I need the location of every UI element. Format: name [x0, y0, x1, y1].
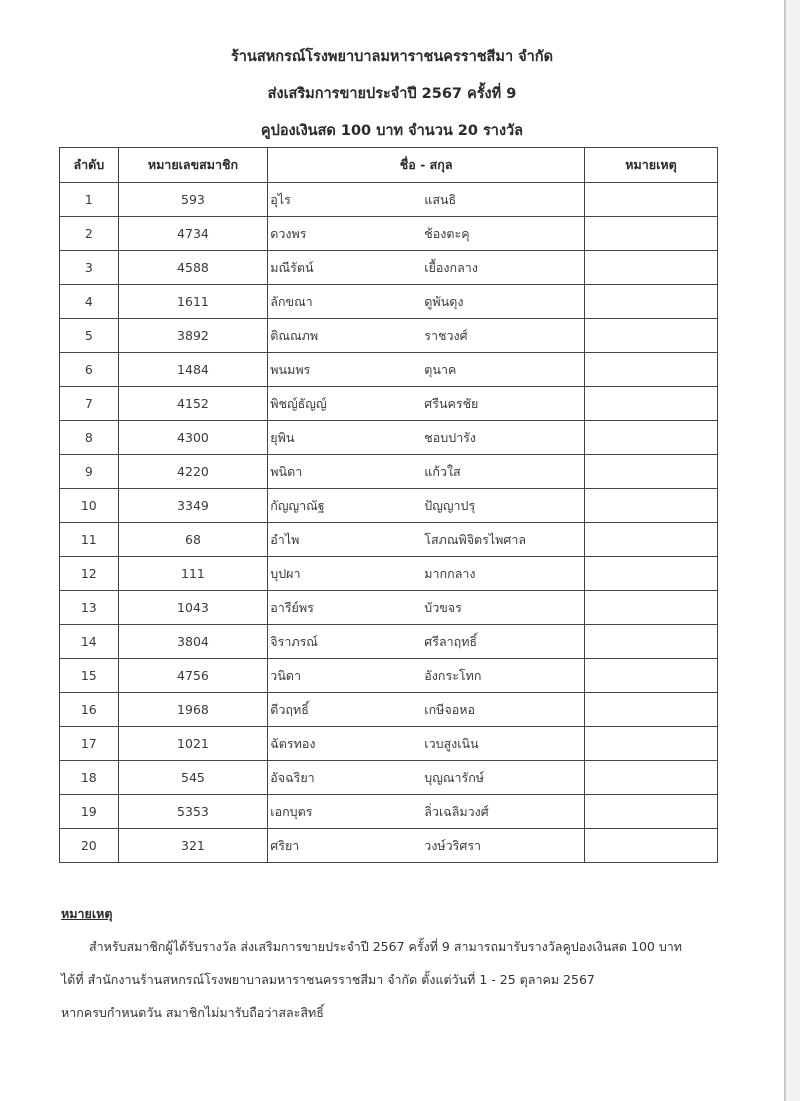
remarks-line: หากครบกำหนดวัน สมาชิกไม่มารับถือว่าสละสิทธิ์: [61, 1005, 324, 1020]
cell-member-number: 3349: [118, 489, 268, 523]
cell-member-number: 4220: [118, 455, 268, 489]
cell-remarks: [585, 183, 718, 217]
cell-member-number: 68: [118, 523, 268, 557]
last-name: มากกลาง: [424, 565, 476, 581]
cell-order: 13: [60, 591, 119, 625]
last-name: ราชวงศ์: [424, 327, 468, 343]
cell-full-name: [268, 829, 585, 863]
cell-remarks: [585, 625, 718, 659]
first-name: วนิดา: [270, 667, 301, 683]
cell-full-name: [268, 557, 585, 591]
remarks-line: ได้ที่ สำนักงานร้านสหกรณ์โรงพยาบาลมหาราชนครราชสีมา จำกัด ตั้งแต่วันที่ 1 - 25 ตุลาคม 2567: [61, 972, 595, 987]
first-name: ลักขณา: [270, 293, 313, 309]
cell-order: 8: [60, 421, 119, 455]
winners-table: [59, 147, 718, 863]
cell-member-number: 4300: [118, 421, 268, 455]
cell-remarks: [585, 727, 718, 761]
first-name: อารีย์พร: [270, 599, 314, 615]
cell-full-name: [268, 761, 585, 795]
cell-member-number: 1043: [118, 591, 268, 625]
last-name: บัวขจร: [424, 599, 462, 615]
cell-member-number: 4152: [118, 387, 268, 421]
cell-order: 4: [60, 285, 119, 319]
last-name: แก้วใส: [424, 463, 461, 479]
last-name: ปัญญาปรุ: [424, 497, 476, 513]
table-row: [60, 489, 718, 523]
cell-remarks: [585, 489, 718, 523]
cell-remarks: [585, 387, 718, 421]
last-name: เวบสูงเนิน: [424, 735, 479, 751]
cell-order: 20: [60, 829, 119, 863]
column-header-member-number: หมายเลขสมาชิก: [118, 148, 268, 183]
table-row: [60, 183, 718, 217]
cell-order: 7: [60, 387, 119, 421]
table-row: [60, 727, 718, 761]
table-row: [60, 625, 718, 659]
table-body: [60, 183, 718, 863]
cell-full-name: [268, 455, 585, 489]
column-header-remarks: หมายเหตุ: [585, 148, 718, 183]
table-row: [60, 761, 718, 795]
table-row: [60, 387, 718, 421]
last-name: เกษีจอหอ: [424, 701, 475, 717]
cell-member-number: 1968: [118, 693, 268, 727]
first-name: ดวงพร: [270, 225, 307, 241]
cell-remarks: [585, 421, 718, 455]
last-name: วงษ์วริศรา: [424, 837, 482, 853]
cell-full-name: [268, 659, 585, 693]
cell-full-name: [268, 523, 585, 557]
document-title: ร้านสหกรณ์โรงพยาบาลมหาราชนครราชสีมา จำกัด: [231, 49, 553, 65]
cell-order: 16: [60, 693, 119, 727]
remarks-heading: หมายเหตุ: [61, 906, 113, 921]
last-name: เยื้องกลาง: [424, 259, 478, 275]
last-name: บุญณารักษ์: [424, 769, 485, 785]
cell-full-name: [268, 217, 585, 251]
table-row: [60, 591, 718, 625]
table-row: [60, 659, 718, 693]
last-name: ตุนาค: [424, 361, 457, 377]
cell-member-number: 1021: [118, 727, 268, 761]
cell-member-number: 1484: [118, 353, 268, 387]
cell-remarks: [585, 659, 718, 693]
cell-remarks: [585, 285, 718, 319]
cell-remarks: [585, 591, 718, 625]
cell-remarks: [585, 523, 718, 557]
cell-full-name: [268, 489, 585, 523]
cell-full-name: [268, 319, 585, 353]
cell-order: 5: [60, 319, 119, 353]
cell-full-name: [268, 353, 585, 387]
prize-description: คูปองเงินสด 100 บาท จำนวน 20 รางวัล: [260, 123, 524, 139]
cell-full-name: [268, 727, 585, 761]
first-name: อุไร: [270, 191, 291, 207]
cell-remarks: [585, 693, 718, 727]
cell-member-number: 545: [118, 761, 268, 795]
table-row: [60, 557, 718, 591]
cell-full-name: [268, 285, 585, 319]
cell-order: 14: [60, 625, 119, 659]
cell-order: 12: [60, 557, 119, 591]
cell-order: 6: [60, 353, 119, 387]
table-row: [60, 319, 718, 353]
last-name: ศรีนครชัย: [424, 395, 479, 411]
last-name: ชอบปารัง: [424, 429, 476, 445]
cell-order: 10: [60, 489, 119, 523]
table-row: [60, 421, 718, 455]
cell-order: 2: [60, 217, 119, 251]
cell-remarks: [585, 319, 718, 353]
first-name: เอกบุตร: [270, 803, 313, 819]
cell-full-name: [268, 625, 585, 659]
cell-member-number: 3804: [118, 625, 268, 659]
remarks-line: สำหรับสมาชิกผู้ได้รับรางวัล ส่งเสริมการขายประจำปี 2567 ครั้งที่ 9 สามารถมารับรางวัลคูปองเงินสด 100 บาท: [89, 939, 683, 954]
cell-member-number: 4734: [118, 217, 268, 251]
cell-remarks: [585, 795, 718, 829]
cell-member-number: 321: [118, 829, 268, 863]
last-name: แสนธิ: [424, 191, 457, 207]
table-row: [60, 217, 718, 251]
cell-member-number: 5353: [118, 795, 268, 829]
last-name: โสภณพิจิตรไพศาล: [424, 531, 527, 547]
table-row: [60, 829, 718, 863]
first-name: อำไพ: [270, 531, 300, 547]
cell-full-name: [268, 591, 585, 625]
cell-order: 9: [60, 455, 119, 489]
cell-member-number: 4588: [118, 251, 268, 285]
first-name: บุปผา: [270, 565, 301, 581]
table-row: [60, 285, 718, 319]
first-name: มณีรัตน์: [270, 259, 314, 275]
cell-remarks: [585, 557, 718, 591]
cell-order: 3: [60, 251, 119, 285]
first-name: พนมพร: [270, 361, 311, 377]
cell-full-name: [268, 251, 585, 285]
cell-member-number: 593: [118, 183, 268, 217]
cell-order: 19: [60, 795, 119, 829]
cell-order: 11: [60, 523, 119, 557]
cell-full-name: [268, 421, 585, 455]
column-header-full-name: ชื่อ - สกุล: [268, 148, 585, 183]
cell-order: 15: [60, 659, 119, 693]
cell-remarks: [585, 353, 718, 387]
table-row: [60, 455, 718, 489]
first-name: ติณณภพ: [270, 327, 319, 343]
last-name: ลิ่วเฉลิมวงศ์: [424, 803, 489, 819]
last-name: ศรีลาฤทธิ์: [424, 633, 478, 649]
table-row: [60, 353, 718, 387]
cell-remarks: [585, 251, 718, 285]
table-row: [60, 523, 718, 557]
cell-remarks: [585, 455, 718, 489]
first-name: จิราภรณ์: [270, 633, 318, 649]
last-name: อังกระโทก: [424, 667, 482, 683]
page-edge: [786, 0, 800, 1101]
table-row: [60, 251, 718, 285]
cell-full-name: [268, 183, 585, 217]
cell-full-name: [268, 387, 585, 421]
cell-member-number: 3892: [118, 319, 268, 353]
first-name: ยุพิน: [270, 429, 295, 445]
first-name: ศริยา: [270, 837, 300, 853]
last-name: ดูพันดุง: [424, 293, 464, 309]
first-name: อัจฉริยา: [270, 769, 315, 785]
first-name: ฉัตรทอง: [270, 735, 316, 751]
cell-member-number: 111: [118, 557, 268, 591]
document-subtitle: ส่งเสริมการขายประจำปี 2567 ครั้งที่ 9: [267, 86, 517, 102]
cell-full-name: [268, 693, 585, 727]
first-name: ดีวฤทธิ์: [270, 701, 309, 717]
last-name: ช้องตะคุ: [424, 225, 470, 241]
cell-order: 17: [60, 727, 119, 761]
table-row: [60, 795, 718, 829]
table-header-row: [60, 148, 718, 183]
cell-remarks: [585, 761, 718, 795]
cell-remarks: [585, 829, 718, 863]
first-name: พิชญ์ธัญญ์: [270, 395, 327, 411]
cell-order: 18: [60, 761, 119, 795]
first-name: กัญญาณัฐ: [270, 497, 325, 513]
first-name: พนิดา: [270, 463, 303, 479]
cell-full-name: [268, 795, 585, 829]
cell-member-number: 4756: [118, 659, 268, 693]
table-row: [60, 693, 718, 727]
cell-member-number: 1611: [118, 285, 268, 319]
cell-remarks: [585, 217, 718, 251]
cell-order: 1: [60, 183, 119, 217]
column-header-order: ลำดับ: [60, 148, 119, 183]
